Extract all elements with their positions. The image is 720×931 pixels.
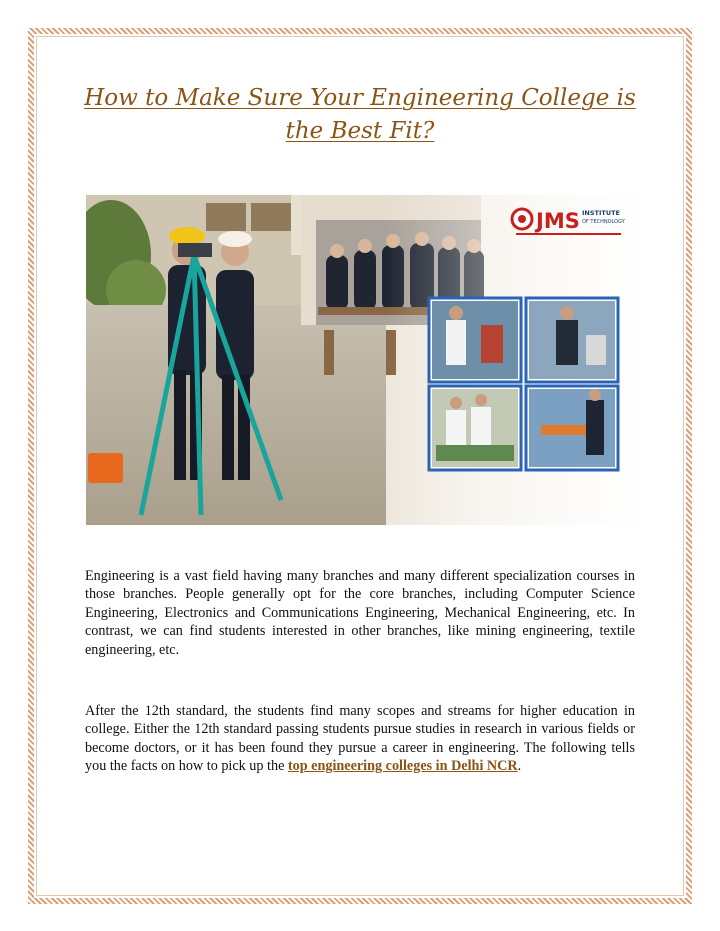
paragraph-text: After the 12th standard, the students find many scopes and streams for higher education in college. Either the 12th standard passing students pursue studies in research in various fields or become doctors, or it has been found they pursue a career in engineering. The following tells you the facts on how to pick up the [85,703,635,775]
paragraph-intro: Engineering is a vast field having many branches and many different specialization courses in those branches. People generally opt for the core branches, including Computer Science Engineering, Electronics and Communications Engineering, Mechanical Engineering, etc. In contrast, we can find students interested in other branches, like mining engineering, textile engineering, etc. [85,568,635,658]
paragraph-after-12th [85,702,635,776]
paragraph-end: . [517,758,522,775]
hero-image [86,195,637,525]
svg-text:INSTITUTE: INSTITUTE [582,209,620,217]
svg-text:OF TECHNOLOGY: OF TECHNOLOGY [582,219,625,225]
hero-illustration [86,195,637,525]
logo-text: JMS [536,209,580,233]
article-title: How to Make Sure Your Engineering College is the Best Fit? [84,85,636,144]
top-engineering-colleges-link[interactable]: top engineering colleges in Delhi NCR [287,758,518,775]
